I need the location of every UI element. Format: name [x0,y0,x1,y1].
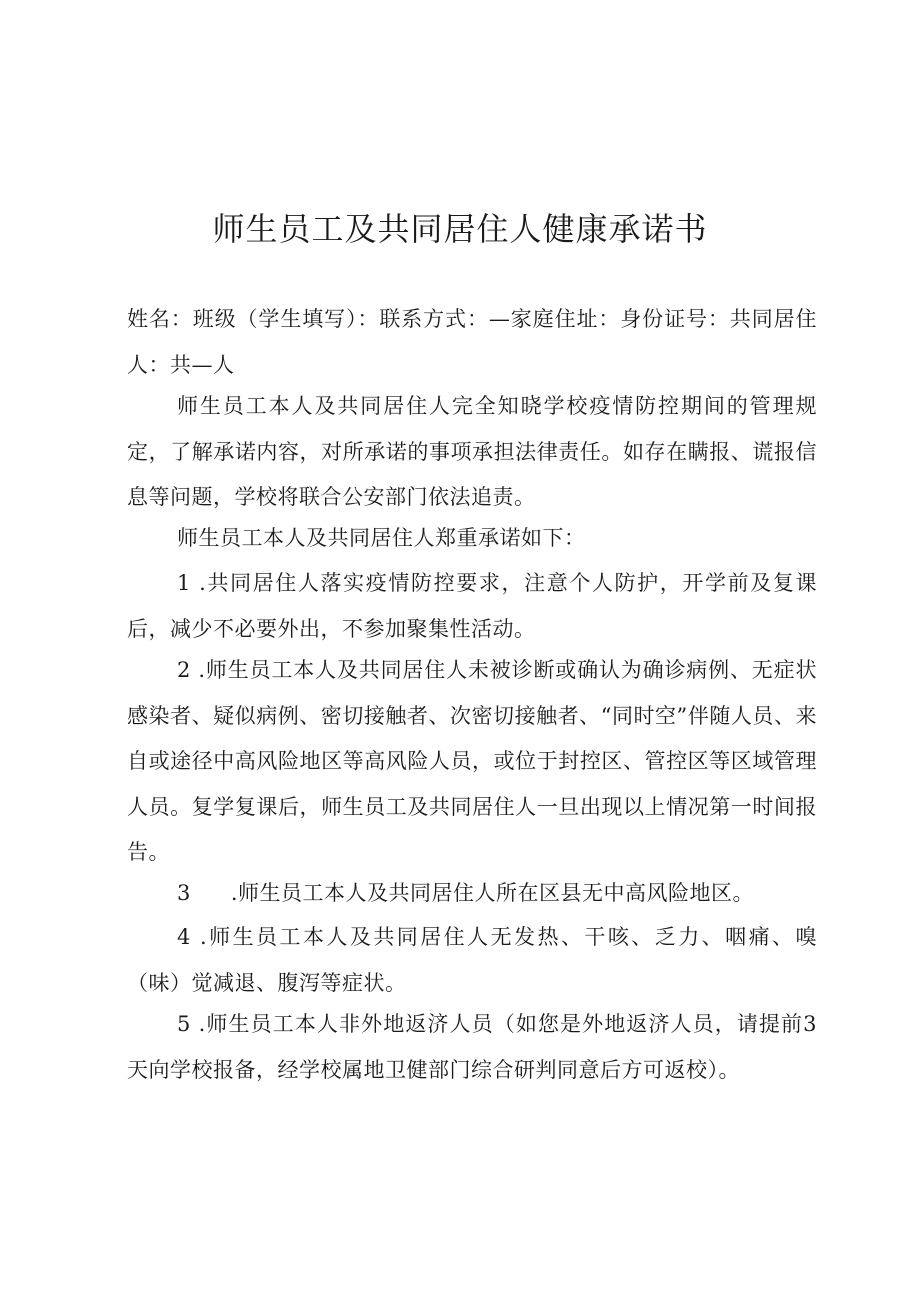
item-text: .师生员工本人非外地返济人员（如您是外地返济人员，请提前3天向学校报备，经学校属地卫健部门综合研判同意后方可返校）。 [127,1012,817,1082]
item-text: .师生员工本人及共同居住人未被诊断或确认为确诊病例、无症状感染者、疑似病例、密切接触者、次密切接触者、“同时空”伴随人员、来自或途径中高风险地区等高风险人员，或位于封控区、管控区等区域管理人员。复学复课后，师生员工及共同居住人一旦出现以上情况第一时间报告。 [127,658,817,864]
item-number: 2 [177,658,191,682]
personal-info-line: 姓名：班级（学生填写）：联系方式：—家庭住址：身份证号：共同居住人：共—人 [127,307,817,377]
item-text: .师生员工本人及共同居住人无发热、干咳、乏力、咽痛、嗅（味）觉减退、腹泻等症状。 [127,925,817,995]
promise-heading: 师生员工本人及共同居住人郑重承诺如下： [177,526,586,550]
item-number: 3 [177,881,191,905]
item-text: .共同居住人落实疫情防控要求，注意个人防护，开学前及复课后，减少不必要外出，不参加聚集性活动。 [127,571,817,641]
promise-item-3 [127,871,817,917]
item-text: .师生员工本人及共同居住人所在区县无中高风险地区。 [230,881,755,905]
item-number: 4 [177,925,191,949]
promise-item-2 [127,648,817,876]
promise-item-5 [127,1002,817,1093]
intro-paragraph: 师生员工本人及共同居住人完全知晓学校疫情防控期间的管理规定，了解承诺内容，对所承诺的事项承担法律责任。如存在瞒报、谎报信息等问题，学校将联合公安部门依法追责。 [127,394,817,509]
item-number: 5 [177,1012,191,1036]
promise-item-1 [127,561,817,652]
document-title: 师生员工及共同居住人健康承诺书 [212,210,708,248]
promise-item-4 [127,915,817,1006]
item-number: 1 [177,571,191,595]
